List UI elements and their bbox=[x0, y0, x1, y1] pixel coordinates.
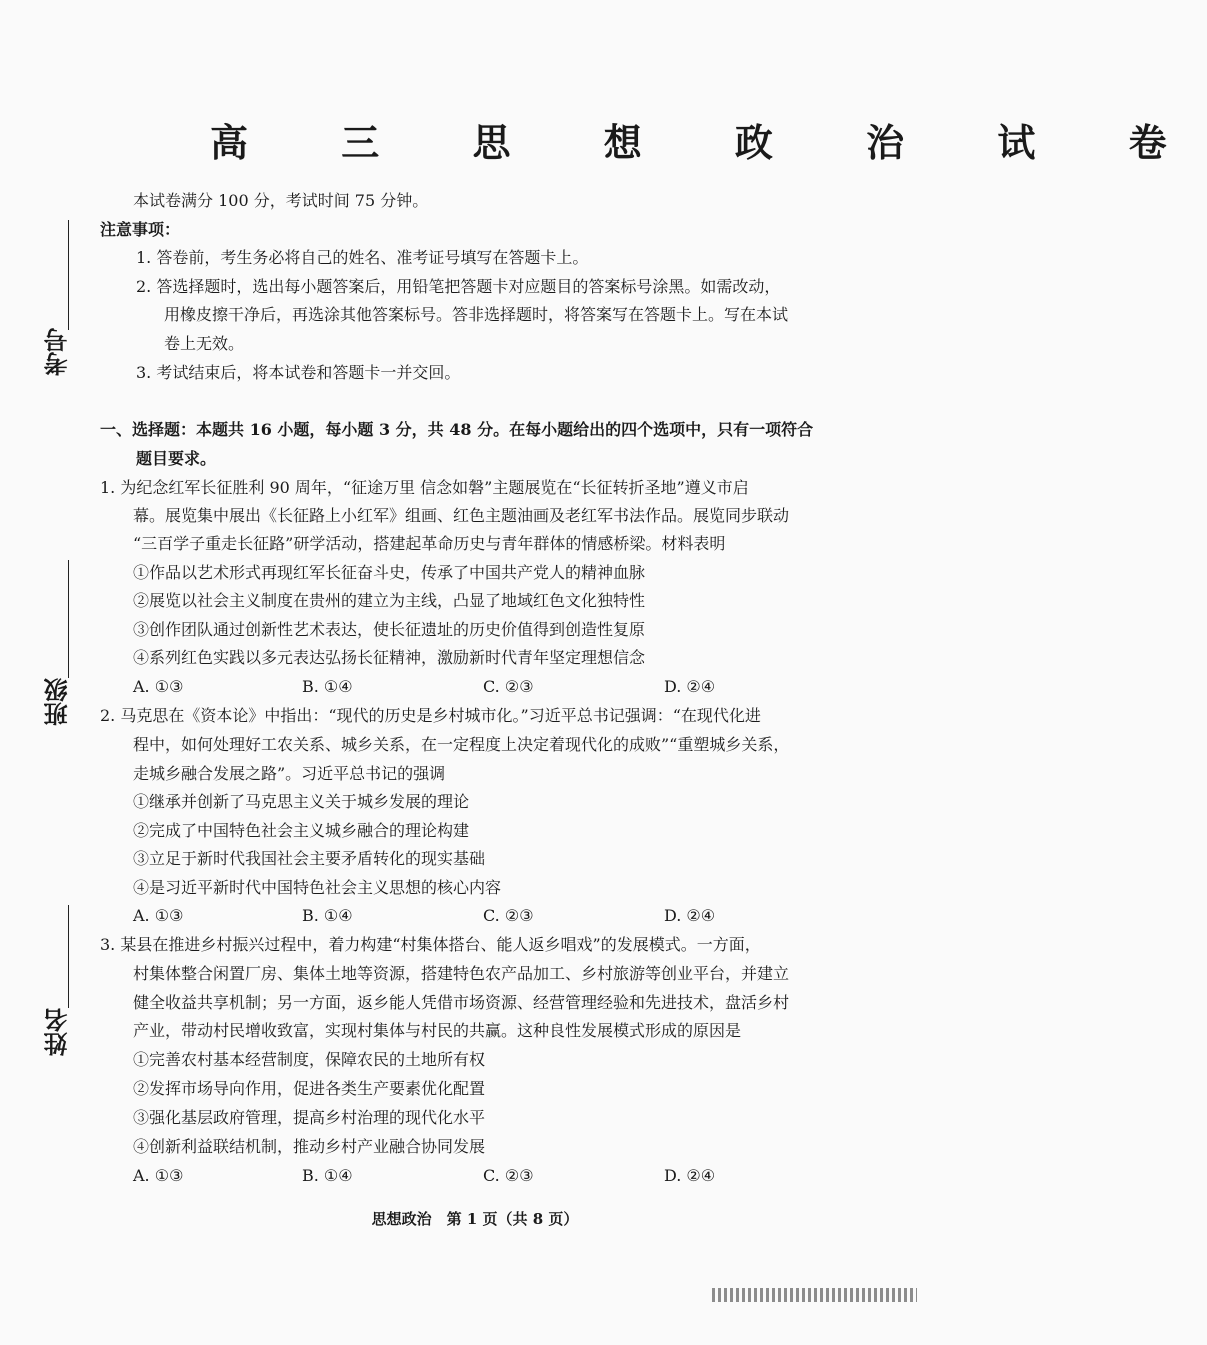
question-item: ①完善农村基本经营制度，保障农民的土地所有权 bbox=[133, 1050, 486, 1069]
question-item: ③立足于新时代我国社会主要矛盾转化的现实基础 bbox=[133, 849, 486, 868]
page-footer: 思想政治 第 1 页（共 8 页） bbox=[371, 1210, 579, 1228]
option-c: C. ②③ bbox=[483, 677, 534, 696]
section-heading: 题目要求。 bbox=[136, 449, 217, 468]
option-b: B. ①④ bbox=[302, 677, 353, 696]
question-stem: “三百学子重走长征路”研学活动，搭建起革命历史与青年群体的情感桥梁。材料表明 bbox=[133, 534, 726, 553]
notice-item: 1. 答卷前，考生务必将自己的姓名、准考证号填写在答题卡上。 bbox=[136, 248, 589, 267]
question-item: ④创新利益联结机制，推动乡村产业融合协同发展 bbox=[133, 1137, 486, 1156]
exam-number-field bbox=[40, 210, 80, 390]
option-d: D. ②④ bbox=[664, 906, 716, 925]
question-stem: 村集体整合闲置厂房、集体土地等资源，搭建特色农产品加工、乡村旅游等创业平台，并建立 bbox=[133, 964, 790, 983]
question-stem: 3. 某县在推进乡村振兴过程中，着力构建“村集体搭台、能人返乡唱戏”的发展模式。一方面， bbox=[100, 935, 761, 954]
class-line bbox=[68, 560, 69, 678]
page-title: 高 三 思 想 政 治 试 卷 bbox=[210, 120, 1207, 165]
option-a: A. ①③ bbox=[133, 1166, 184, 1185]
question-item: ③强化基层政府管理，提高乡村治理的现代化水平 bbox=[133, 1108, 486, 1127]
option-c: C. ②③ bbox=[483, 1166, 534, 1185]
name-label: 姓名 bbox=[44, 1008, 72, 1056]
option-a: A. ①③ bbox=[133, 906, 184, 925]
section-heading: 一、选择题：本题共 16 小题，每小题 3 分，共 48 分。在每小题给出的四个选项中，只有一项符合 bbox=[100, 420, 814, 439]
question-stem: 幕。展览集中展出《长征路上小红军》组画、红色主题油画及老红军书法作品。展览同步联动 bbox=[133, 506, 790, 525]
notice-item: 用橡皮擦干净后，再选涂其他答案标号。答非选择题时，将答案写在答题卡上。写在本试 bbox=[164, 305, 789, 324]
question-item: ③创作团队通过创新性艺术表达，使长征遗址的历史价值得到创造性复原 bbox=[133, 620, 646, 639]
question-item: ②发挥市场导向作用，促进各类生产要素优化配置 bbox=[133, 1079, 486, 1098]
name-field bbox=[40, 905, 80, 1075]
notice-heading: 注意事项： bbox=[100, 220, 181, 239]
option-c: C. ②③ bbox=[483, 906, 534, 925]
exam-number-label: 考号 bbox=[44, 328, 72, 376]
question-stem: 健全收益共享机制；另一方面，返乡能人凭借市场资源、经营管理经验和先进技术，盘活乡村 bbox=[133, 993, 790, 1012]
notice-item: 2. 答选择题时，选出每小题答案后，用铅笔把答题卡对应题目的答案标号涂黑。如需改动， bbox=[136, 277, 781, 296]
question-item: ④系列红色实践以多元表达弘扬长征精神，激励新时代青年坚定理想信念 bbox=[133, 648, 646, 667]
question-item: ②完成了中国特色社会主义城乡融合的理论构建 bbox=[133, 821, 470, 840]
question-item: ②展览以社会主义制度在贵州的建立为主线，凸显了地域红色文化独特性 bbox=[133, 591, 646, 610]
class-label: 班级 bbox=[44, 678, 72, 726]
option-d: D. ②④ bbox=[664, 1166, 716, 1185]
notice-item: 卷上无效。 bbox=[164, 334, 245, 353]
notice-item: 3. 考试结束后，将本试卷和答题卡一并交回。 bbox=[136, 363, 461, 382]
question-stem: 2. 马克思在《资本论》中指出：“现代的历史是乡村城市化。”习近平总书记强调：“在现代化进 bbox=[100, 706, 761, 725]
option-b: B. ①④ bbox=[302, 1166, 353, 1185]
question-item: ①继承并创新了马克思主义关于城乡发展的理论 bbox=[133, 792, 470, 811]
option-b: B. ①④ bbox=[302, 906, 353, 925]
option-d: D. ②④ bbox=[664, 677, 716, 696]
question-stem: 程中，如何处理好工农关系、城乡关系，在一定程度上决定着现代化的成败”“重塑城乡关系， bbox=[133, 735, 790, 754]
scan-watermark bbox=[712, 1288, 917, 1302]
intro-text: 本试卷满分 100 分，考试时间 75 分钟。 bbox=[133, 191, 429, 210]
exam-number-line bbox=[68, 220, 69, 330]
class-field bbox=[40, 560, 80, 750]
question-stem: 产业，带动村民增收致富，实现村集体与村民的共赢。这种良性发展模式形成的原因是 bbox=[133, 1021, 742, 1040]
question-item: ④是习近平新时代中国特色社会主义思想的核心内容 bbox=[133, 878, 502, 897]
option-a: A. ①③ bbox=[133, 677, 184, 696]
question-stem: 1. 为纪念红军长征胜利 90 周年，“征途万里 信念如磐”主题展览在“长征转折圣地”遵义市启 bbox=[100, 478, 749, 497]
question-item: ①作品以艺术形式再现红军长征奋斗史，传承了中国共产党人的精神血脉 bbox=[133, 563, 646, 582]
name-line bbox=[68, 905, 69, 1008]
question-stem: 走城乡融合发展之路”。习近平总书记的强调 bbox=[133, 764, 446, 783]
